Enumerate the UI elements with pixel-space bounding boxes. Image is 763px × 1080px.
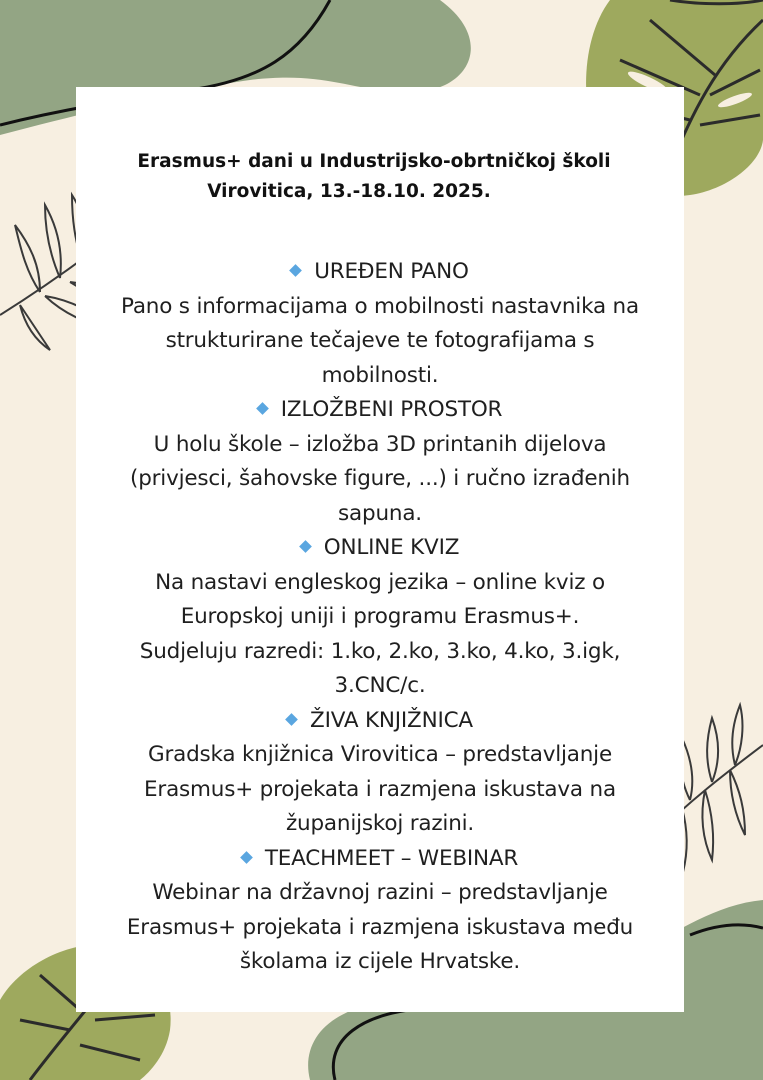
section-text: Webinar na državnoj razini – predstavljanje: [152, 880, 608, 905]
section-text: Europskoj uniji i programu Erasmus+.: [180, 604, 580, 629]
section-text: Pano s informacijama o mobilnosti nastavnika na: [121, 293, 639, 319]
diamond-bullet-icon: [299, 540, 312, 553]
section-text: Gradska knjižnica Virovitica – predstavljanje: [148, 742, 612, 767]
flyer-title: [76, 147, 684, 207]
section-heading: ŽIVA KNJIŽNICA: [76, 704, 684, 739]
section-text: Erasmus+ projekata i razmjena iskustava među: [126, 914, 634, 940]
section-text: sapuna.: [338, 500, 422, 526]
diamond-bullet-icon: [289, 264, 302, 277]
section-heading: TEACHMEET – WEBINAR: [76, 842, 684, 877]
section-heading: IZLOŽBENI PROSTOR: [76, 393, 684, 428]
title-line-2: Virovitica, 13.-18.10. 2025.: [207, 181, 491, 202]
activity-list: [76, 255, 684, 980]
section-text: strukturirane tečajeve te fotografijama s: [165, 328, 595, 353]
section-text: Sudjeluju razredi: 1.ko, 2.ko, 3.ko, 4.ko, 3.igk,: [139, 638, 621, 664]
section-text: U holu škole – izložba 3D printanih dijelova: [153, 431, 607, 457]
flyer-card: [76, 87, 684, 1012]
section-heading: UREĐEN PANO: [76, 255, 684, 290]
diamond-bullet-icon: [285, 713, 298, 726]
diamond-bullet-icon: [240, 851, 253, 864]
diamond-bullet-icon: [256, 402, 269, 415]
title-line-1: Erasmus+ dani u Industrijsko-obrtničkoj školi: [137, 151, 611, 172]
section-text: županijskoj razini.: [285, 811, 475, 836]
section-text: 3.CNC/c.: [334, 673, 426, 698]
section-text: mobilnosti.: [321, 362, 439, 388]
section-text: (privjesci, šahovske figure, ...) i ručno izrađenih: [130, 466, 630, 491]
section-text: Erasmus+ projekata i razmjena iskustava na: [144, 776, 616, 802]
section-text: školama iz cijele Hrvatske.: [239, 949, 521, 974]
section-heading: ONLINE KVIZ: [76, 531, 684, 566]
section-text: Na nastavi engleskog jezika – online kviz o: [155, 569, 605, 595]
